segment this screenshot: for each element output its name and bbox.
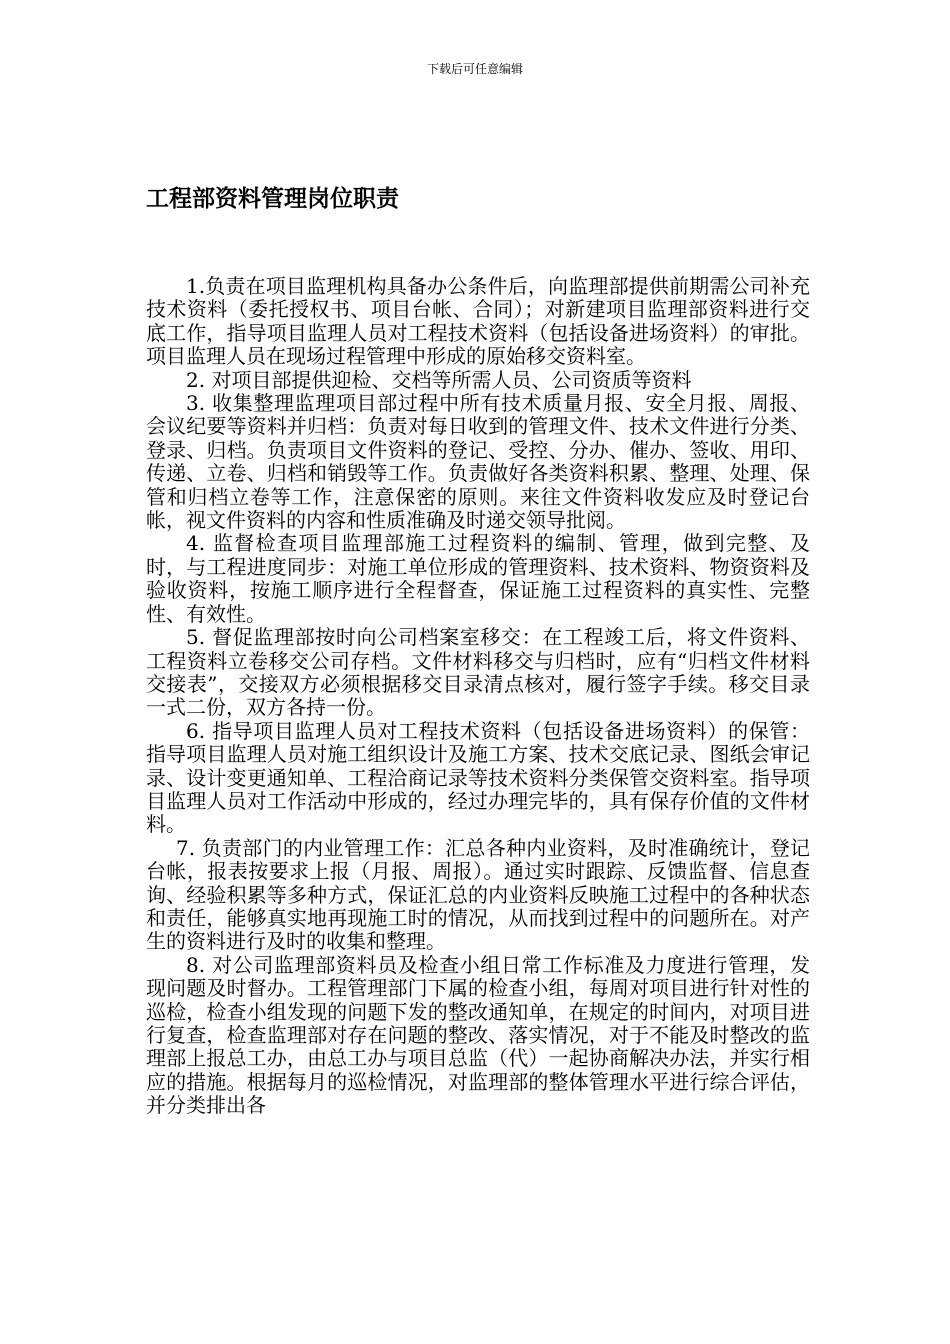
page-header-note: 下载后可任意编辑 [426,62,523,76]
duty-item-3: 3. 收集整理监理项目部过程中所有技术质量月报、安全月报、周报、会议纪要等资料并归档：负责对每日收到的管理文件、技术文件进行分类、登录、归档。负责项目文件资料的登记、受控、分办、催办、签收、用印、传递、立卷、归档和销毁等工作。负责做好各类资料积累、整理、处理、保管和归档立卷等工作，注意保密的原则。来往文件资料收发应及时登记台帐，视文件资料的内容和性质准确及时递交领导批阅。 [146,391,810,533]
duty-item-2: 2. 对项目部提供迎检、交档等所需人员、公司资质等资料 [186,367,692,392]
document-body [146,275,810,1118]
duty-item-6: 6. 指导项目监理人员对工程技术资料（包括设备进场资料）的保管：指导项目监理人员对施工组织设计及施工方案、技术交底记录、图纸会审记录、设计变更通知单、工程洽商记录等技术资料分类保管交资料室。指导项目监理人员对工作活动中形成的，经过办理完毕的，具有保存价值的文件材料。 [146,718,810,837]
duty-item-8: 8. 对公司监理部资料员及检查小组日常工作标准及力度进行管理，发现问题及时督办。工程管理部门下属的检查小组，每周对项目进行针对性的巡检，检查小组发现的问题下发的整改通知单，在规定的时间内，对项目进行复查，检查监理部对存在问题的整改、落实情况，对于不能及时整改的监理部上报总工办，由总工办与项目总监（代）一起协商解决办法，并实行相应的措施。根据每月的巡检情况，对监理部的整体管理水平进行综合评估，并分类排出各 [146,952,810,1118]
duty-item-7: 7. 负责部门的内业管理工作：汇总各种内业资料，及时准确统计，登记台帐，报表按要求上报（月报、周报）。通过实时跟踪、反馈监督、信息查询、经验积累等多种方式，保证汇总的内业资料反映施工过程中的各种状态和责任，能够真实地再现施工时的情况，从而找到过程中的问题所在。对产生的资料进行及时的收集和整理。 [146,835,810,954]
duty-item-4: 4. 监督检查项目监理部施工过程资料的编制、管理，做到完整、及时，与工程进度同步：对施工单位形成的管理资料、技术资料、物资资料及验收资料，按施工顺序进行全程督查，保证施工过程资料的真实性、完整性、有效性。 [146,531,810,626]
document-title: 工程部资料管理岗位职责 [146,186,399,212]
duty-item-1: 1.负责在项目监理机构具备办公条件后，向监理部提供前期需公司补充技术资料（委托授权书、项目台帐、合同）；对新建项目监理部资料进行交底工作，指导项目监理人员对工程技术资料（包括设备进场资料）的审批。项目监理人员在现场过程管理中形成的原始移交资料室。 [146,274,810,369]
duty-item-5: 5. 督促监理部按时向公司档案室移交：在工程竣工后，将文件资料、工程资料立卷移交公司存档。文件材料移交与归档时，应有“归档文件材料交接表”，交接双方必须根据移交目录清点核对，履行签字手续。移交目录一式二份，双方各持一份。 [146,625,810,720]
